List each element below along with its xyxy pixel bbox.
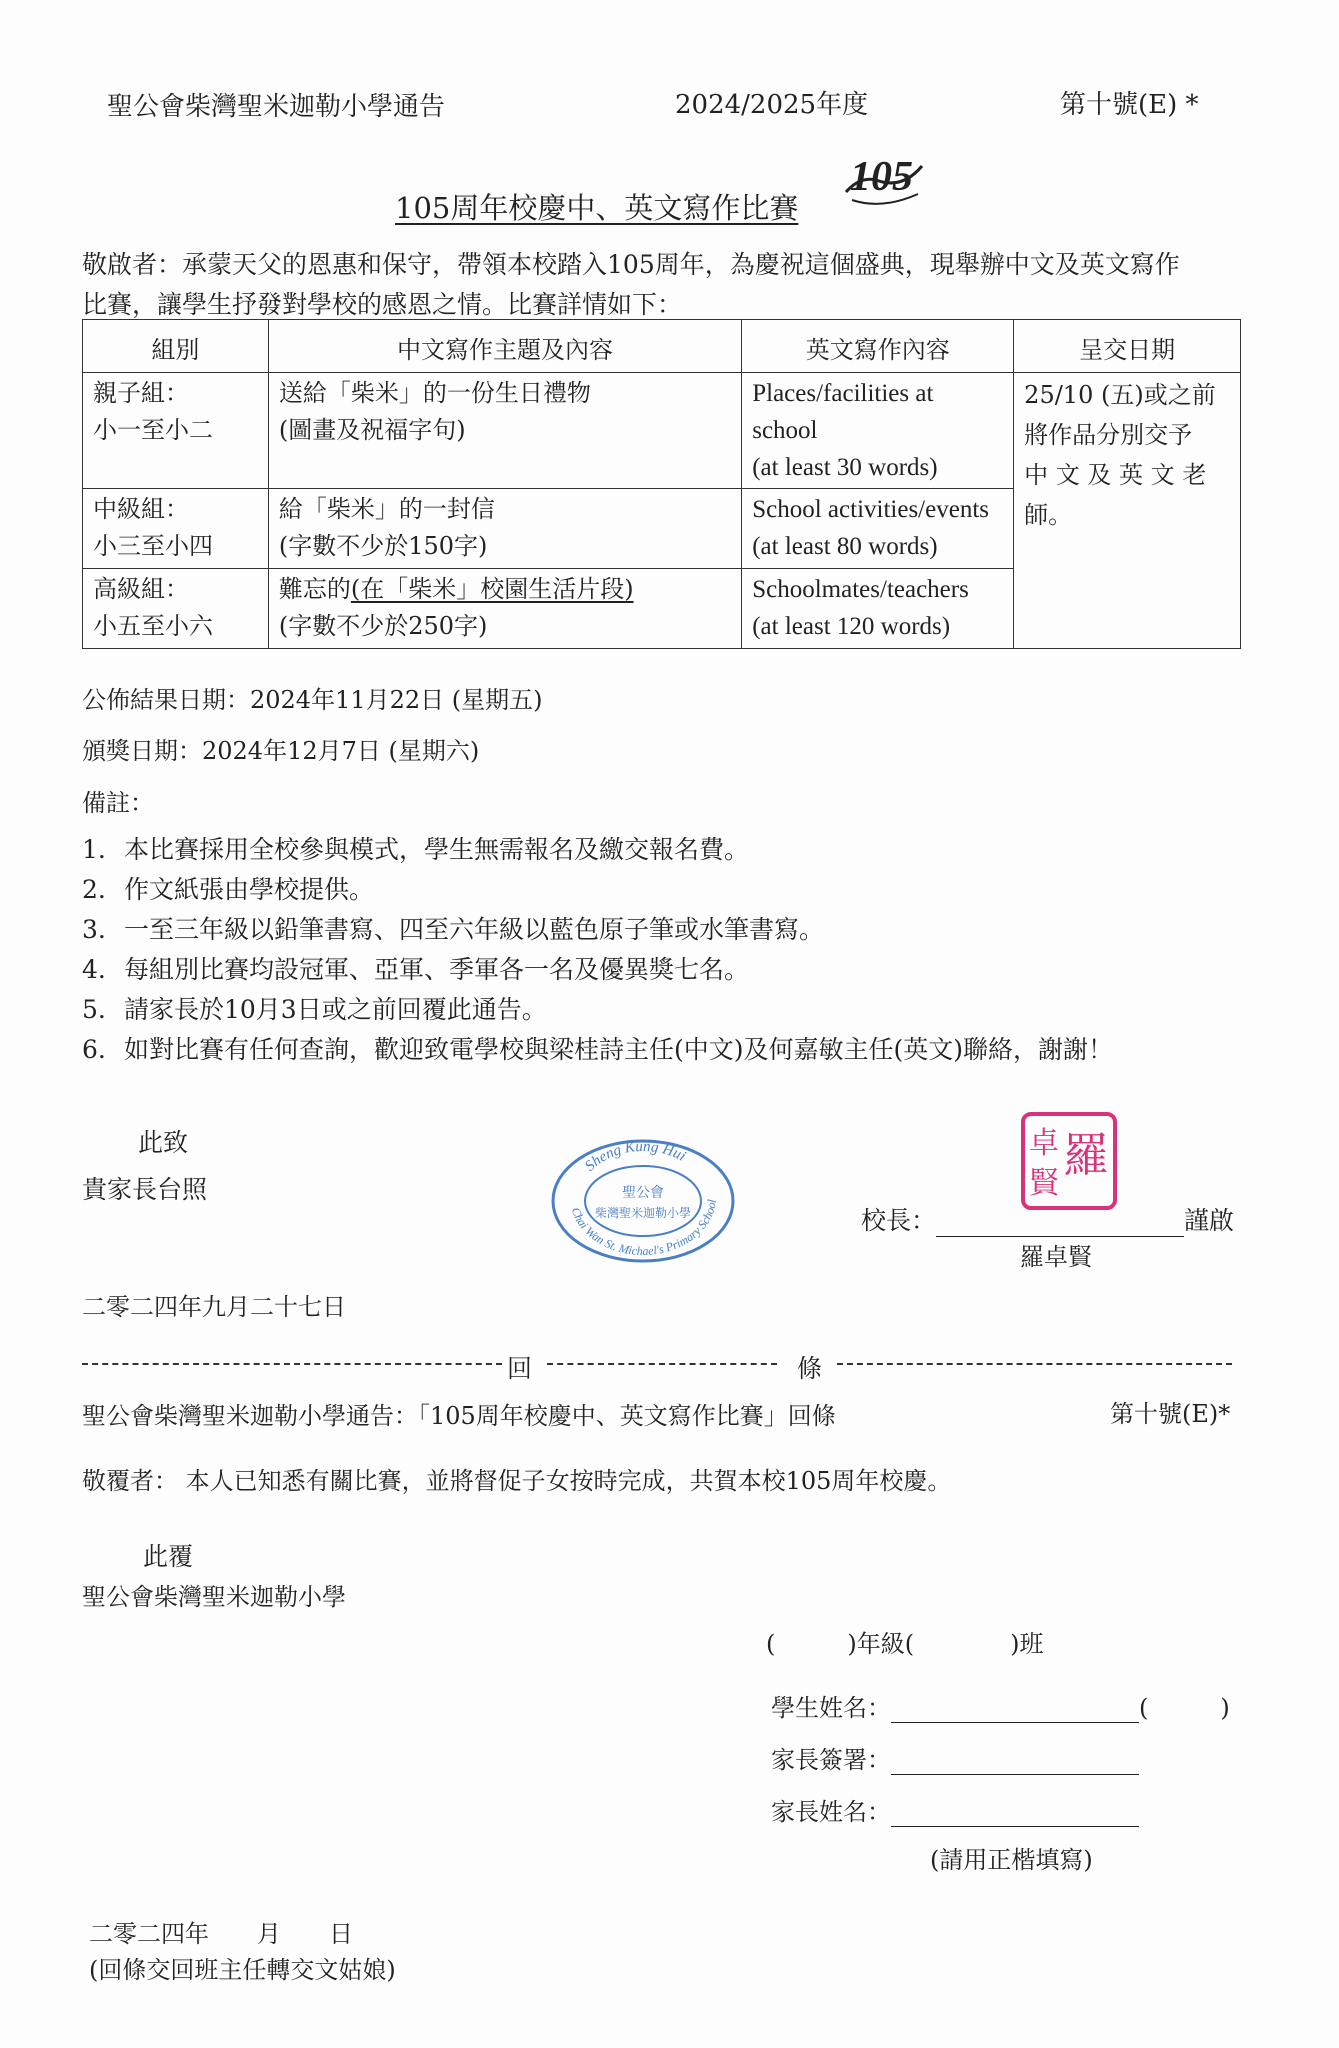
table-header-cell: 英文寫作內容 <box>742 320 1014 373</box>
deadline-cell <box>1014 373 1241 649</box>
deadline-line: 將作品分別交予 <box>1024 421 1193 449</box>
table-header-cell: 組別 <box>83 320 269 373</box>
en-line: school <box>752 417 818 444</box>
zh-detail: (字數不少於250字) <box>278 612 488 640</box>
fill-note: (請用正楷填寫) <box>930 1846 1093 1874</box>
seal-center-line-1: 聖公會 <box>622 1185 664 1201</box>
anniversary-logo <box>842 140 926 212</box>
this-to: 此致 <box>138 1128 189 1157</box>
en-content-cell <box>742 569 1014 649</box>
chop-char: 卓 <box>1029 1126 1059 1161</box>
deadline-line: 中 文 及 英 文 老 <box>1024 461 1207 489</box>
parents-address: 貴家長台照 <box>82 1175 208 1204</box>
reply-slip-divider <box>82 1349 1232 1383</box>
parent-name-label: 家長姓名： <box>771 1798 891 1826</box>
intro-line-1: 敬啟者：承蒙天父的恩惠和保守，帶領本校踏入105周年，為慶祝這個盛典，現舉辦中文及英文寫作 <box>82 250 1180 279</box>
en-line: Schoolmates/teachers <box>752 576 969 603</box>
list-item: 2. 作文紙張由學校提供。 <box>82 875 375 904</box>
group-grades: 小一至小二 <box>93 416 213 444</box>
respectfully: 謹啟 <box>1184 1206 1235 1235</box>
zh-topic <box>279 571 731 608</box>
table-row <box>83 373 1241 489</box>
en-line: (at least 80 words) <box>752 533 938 560</box>
anniversary-logo-text: 105 <box>850 154 913 200</box>
en-line: (at least 120 words) <box>752 613 951 640</box>
principal-signature-row <box>861 1201 1234 1237</box>
zh-detail: (字數不少於150字) <box>278 532 488 560</box>
principal-chop <box>1020 1111 1118 1211</box>
seal-center-line-2: 柴灣聖米迦勒小學 <box>594 1206 692 1220</box>
principal-name: 羅卓賢 <box>1020 1243 1092 1271</box>
en-content-cell <box>742 489 1014 569</box>
zh-topic-prefix: 難忘的 <box>278 575 351 603</box>
chop-char: 賢 <box>1029 1166 1059 1201</box>
class-number-field[interactable]: ( ) <box>1139 1694 1230 1722</box>
school-notice-header: 聖公會柴灣聖米迦勒小學通告 <box>107 92 446 122</box>
grade-class-field[interactable]: ( )年級( )班 <box>766 1630 1044 1658</box>
zh-topic-cell <box>268 489 741 569</box>
intro-line-2: 比賽，讓學生抒發對學校的感恩之情。比賽詳情如下： <box>82 290 683 319</box>
school-seal <box>548 1137 738 1265</box>
list-item: 4. 每組別比賽均設冠軍、亞軍、季軍各一名及優異獎七名。 <box>82 955 750 984</box>
school-year: 2024/2025年度 <box>675 90 869 120</box>
table-header-cell: 中文寫作主題及內容 <box>268 320 741 373</box>
chop-char: 羅 <box>1063 1128 1109 1182</box>
page-title: 105周年校慶中、英文寫作比賽 <box>395 191 799 225</box>
seal-bottom-text: Chai Wan St. Michael's Primary School <box>568 1198 719 1259</box>
return-note: (回條交回班主任轉交文姑娘) <box>89 1956 396 1984</box>
en-content-cell <box>742 373 1014 489</box>
table-header-cell: 呈交日期 <box>1014 320 1241 373</box>
group-name: 中級組： <box>93 495 189 523</box>
this-reply: 此覆 <box>143 1542 194 1571</box>
notes-list <box>82 830 1113 1070</box>
student-name-label: 學生姓名： <box>771 1694 891 1722</box>
en-line: School activities/events <box>752 496 989 523</box>
parent-name-row <box>771 1792 1139 1827</box>
student-name-field[interactable] <box>891 1696 1139 1723</box>
list-item: 6. 如對比賽有任何查詢，歡迎致電學校與梁桂詩主任(中文)及何嘉敏主任(英文)聯絡，謝謝！ <box>82 1035 1114 1064</box>
seal-top-text: Sheng Kung Hui <box>582 1138 689 1175</box>
reply-slip-title: 聖公會柴灣聖米迦勒小學通告：「105周年校慶中、英文寫作比賽」回條 <box>82 1402 836 1430</box>
parent-signature-field[interactable] <box>891 1748 1139 1775</box>
zh-detail: (圖畫及祝福字句) <box>278 416 466 444</box>
svg-text:Sheng Kung Hui <box>582 1139 688 1175</box>
group-cell <box>83 489 269 569</box>
competition-table <box>82 319 1241 649</box>
reply-date-line: 二零二四年 月 日 <box>89 1920 353 1948</box>
notice-number: 第十號(E) * <box>1060 90 1199 120</box>
deadline-line: 師。 <box>1024 501 1073 529</box>
group-name: 高級組： <box>93 575 189 603</box>
group-grades: 小五至小六 <box>93 612 213 640</box>
group-cell <box>83 373 269 489</box>
list-item: 1. 本比賽採用全校參與模式，學生無需報名及繳交報名費。 <box>82 835 750 864</box>
remarks-label: 備註： <box>82 789 154 817</box>
result-date: 公佈結果日期：2024年11月22日 (星期五) <box>82 686 543 714</box>
group-name: 親子組： <box>93 379 189 407</box>
reply-school: 聖公會柴灣聖米迦勒小學 <box>82 1583 346 1611</box>
reply-text: 敬覆者： 本人已知悉有關比賽，並將督促子女按時完成，共賀本校105周年校慶。 <box>82 1467 952 1495</box>
divider-char: 回 <box>507 1354 533 1383</box>
group-grades: 小三至小四 <box>93 532 213 560</box>
deadline-line: 25/10 (五)或之前 <box>1024 381 1216 409</box>
divider-char: 條 <box>797 1354 823 1383</box>
zh-topic: 給「柴米」的一封信 <box>278 495 495 523</box>
zh-topic: 送給「柴米」的一份生日禮物 <box>278 379 591 407</box>
award-date: 頒獎日期：2024年12月7日 (星期六) <box>82 737 480 765</box>
parent-sign-row <box>771 1740 1139 1775</box>
zh-topic-cell <box>268 373 741 489</box>
list-item: 3. 一至三年級以鉛筆書寫、四至六年級以藍色原子筆或水筆書寫。 <box>82 915 825 944</box>
principal-signature-line <box>936 1208 1184 1237</box>
reply-notice-number: 第十號(E)* <box>1110 1400 1231 1428</box>
en-line: Places/facilities at <box>752 380 934 407</box>
letter-date: 二零二四年九月二十七日 <box>82 1293 346 1321</box>
principal-label: 校長： <box>861 1206 937 1235</box>
en-line: (at least 30 words) <box>752 454 938 481</box>
parent-name-field[interactable] <box>891 1800 1139 1827</box>
parent-sign-label: 家長簽署： <box>771 1746 891 1774</box>
zh-topic-cell <box>268 569 741 649</box>
zh-topic-underlined: (在「柴米」校園生活片段) <box>350 575 634 603</box>
student-name-row <box>771 1688 1230 1723</box>
table-header-row <box>83 320 1241 373</box>
group-cell <box>83 569 269 649</box>
list-item: 5. 請家長於10月3日或之前回覆此通告。 <box>82 995 547 1024</box>
